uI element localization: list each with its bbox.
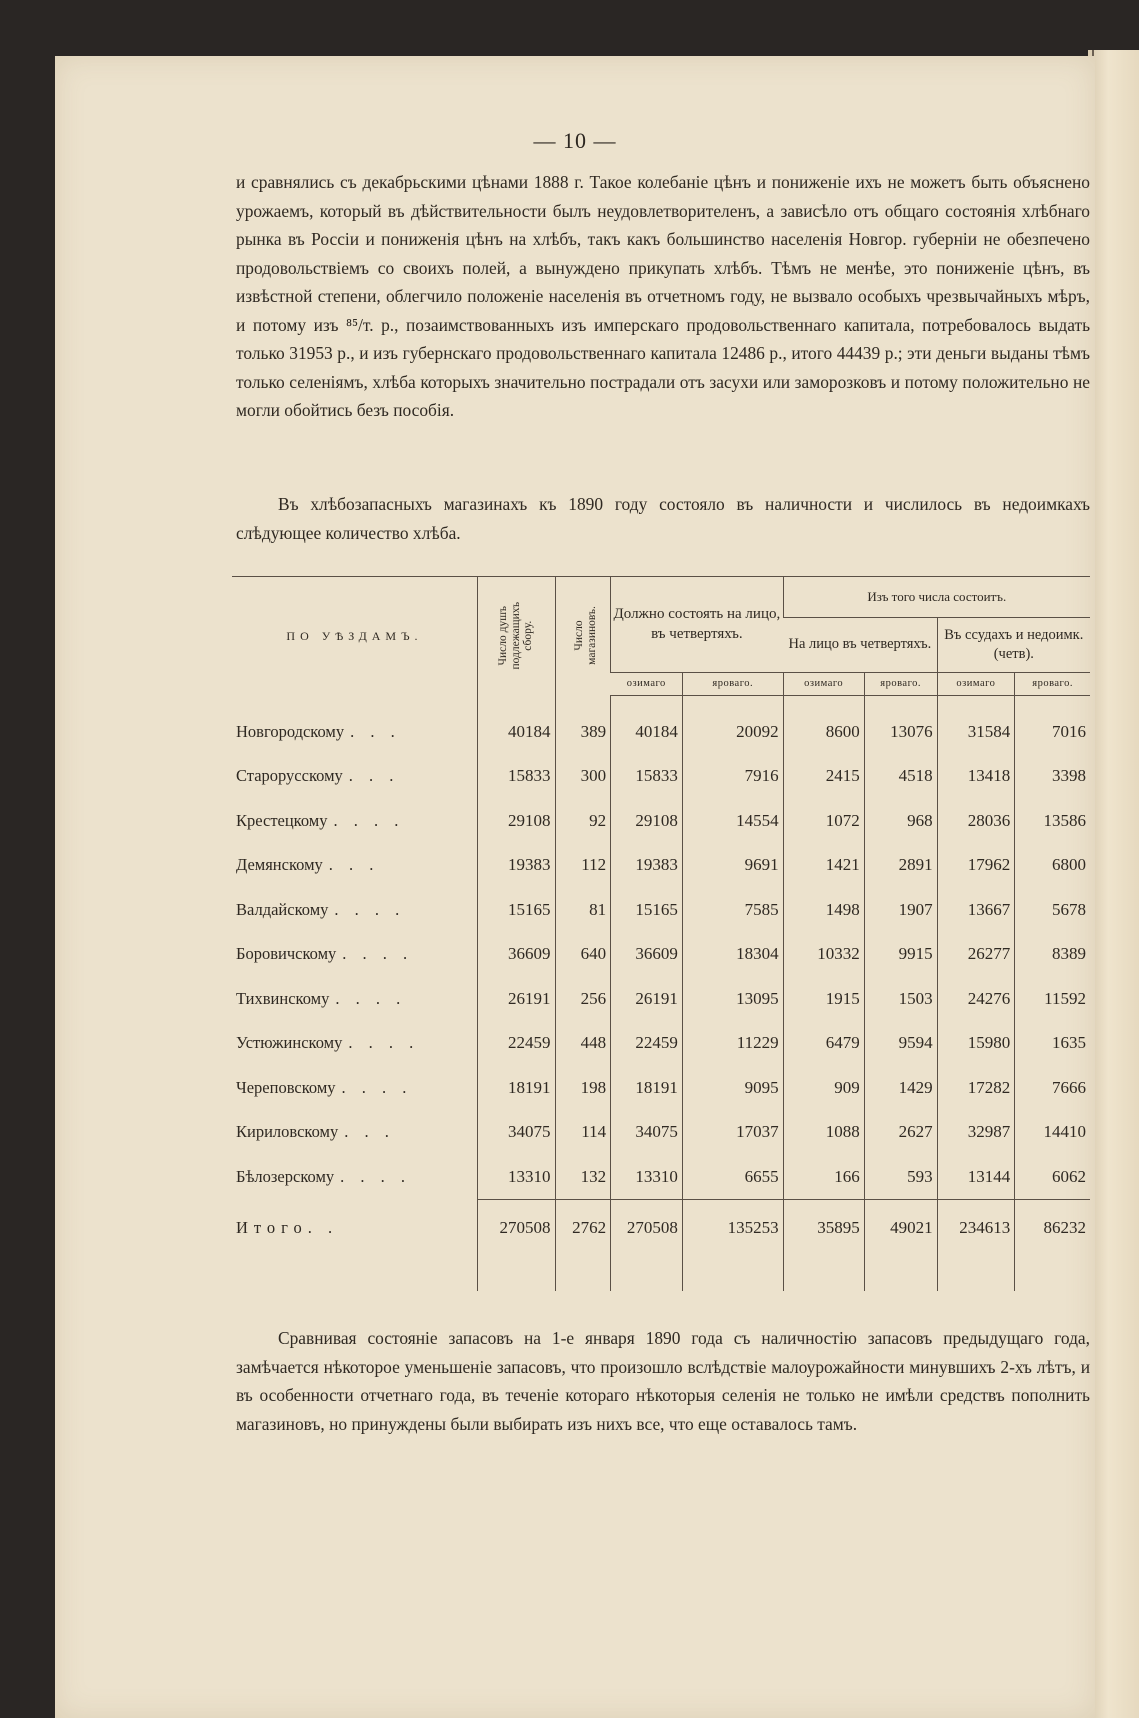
district-name: Череповскому . . . . bbox=[236, 1077, 413, 1097]
cell-stores: 300 bbox=[555, 754, 611, 799]
header-loan-winter: озимаго bbox=[937, 672, 1015, 695]
cell-hand-spring: 9915 bbox=[864, 932, 937, 977]
table-row bbox=[232, 754, 1090, 799]
district-name: Кириловскому . . . bbox=[236, 1122, 395, 1142]
cell-hand-spring: 968 bbox=[864, 799, 937, 844]
cell-due-winter: 22459 bbox=[611, 1021, 683, 1066]
cell-due-spring: 6655 bbox=[682, 1155, 783, 1200]
paragraph-comparison: Сравнивая состояніе запасовъ на 1-е января 1890 года съ наличностію запасовъ предыдущаго года, замѣчается нѣкоторое уменьшеніе запасовъ, что произошло вслѣдствіе малоурожайности минувшихъ 2-хъ лѣтъ, и въ особенности отчетнаго года, въ теченіе котораго нѣкоторыя селенія не только не имѣли средствъ пополнить магазиновъ, но принуждены были выбирать изъ нихъ все, что еще оставалось тамъ. bbox=[236, 1328, 1090, 1434]
cell-loan-spring: 7016 bbox=[1015, 710, 1090, 755]
cell-due-winter: 36609 bbox=[611, 932, 683, 977]
cell-due-winter: 19383 bbox=[611, 843, 683, 888]
cell-loan-spring: 1635 bbox=[1015, 1021, 1090, 1066]
cell-stores: 256 bbox=[555, 977, 611, 1022]
header-on-hand: На лицо въ четвертяхъ. bbox=[783, 618, 937, 673]
cell-hand-spring: 13076 bbox=[864, 710, 937, 755]
cell-stores: 389 bbox=[555, 710, 611, 755]
cell-loan-winter: 17962 bbox=[937, 843, 1015, 888]
cell-loan-winter: 13418 bbox=[937, 754, 1015, 799]
district-name: Тихвинскому . . . . bbox=[236, 988, 407, 1008]
cell-due-winter: 34075 bbox=[611, 1110, 683, 1155]
cell-hand-winter: 6479 bbox=[783, 1021, 864, 1066]
table-row bbox=[232, 799, 1090, 844]
cell-souls: 13310 bbox=[477, 1155, 555, 1200]
header-loans: Въ ссудахъ и недоимк. (четв). bbox=[937, 618, 1090, 673]
total-hand-spring: 49021 bbox=[864, 1206, 937, 1251]
cell-loan-winter: 13667 bbox=[937, 888, 1015, 933]
cell-souls: 40184 bbox=[477, 710, 555, 755]
cell-due-winter: 15833 bbox=[611, 754, 683, 799]
cell-souls: 19383 bbox=[477, 843, 555, 888]
cell-due-winter: 18191 bbox=[611, 1066, 683, 1111]
cell-hand-winter: 8600 bbox=[783, 710, 864, 755]
cell-souls: 36609 bbox=[477, 932, 555, 977]
cell-stores: 92 bbox=[555, 799, 611, 844]
table-row bbox=[232, 1021, 1090, 1066]
table-row bbox=[232, 1066, 1090, 1111]
cell-hand-spring: 9594 bbox=[864, 1021, 937, 1066]
table-row bbox=[232, 843, 1090, 888]
table-row bbox=[232, 1110, 1090, 1155]
total-label: Итого. . bbox=[236, 1218, 339, 1238]
cell-due-spring: 11229 bbox=[682, 1021, 783, 1066]
cell-hand-winter: 909 bbox=[783, 1066, 864, 1111]
cell-hand-spring: 2891 bbox=[864, 843, 937, 888]
header-stores: Число магазиновъ. bbox=[555, 577, 611, 696]
cell-loan-spring: 13586 bbox=[1015, 799, 1090, 844]
cell-due-winter: 13310 bbox=[611, 1155, 683, 1200]
cell-hand-spring: 1503 bbox=[864, 977, 937, 1022]
paragraph-table-intro: Въ хлѣбозапасныхъ магазинахъ къ 1890 году состояло въ наличности и числилось въ недоимкахъ слѣдующее количество хлѣба. bbox=[236, 494, 1090, 543]
next-page-edge bbox=[1088, 50, 1139, 1718]
cell-due-spring: 18304 bbox=[682, 932, 783, 977]
cell-hand-winter: 2415 bbox=[783, 754, 864, 799]
cell-loan-spring: 8389 bbox=[1015, 932, 1090, 977]
cell-hand-spring: 1429 bbox=[864, 1066, 937, 1111]
cell-loan-winter: 17282 bbox=[937, 1066, 1015, 1111]
cell-souls: 29108 bbox=[477, 799, 555, 844]
cell-loan-winter: 15980 bbox=[937, 1021, 1015, 1066]
cell-due-winter: 26191 bbox=[611, 977, 683, 1022]
cell-due-winter: 40184 bbox=[611, 710, 683, 755]
cell-souls: 34075 bbox=[477, 1110, 555, 1155]
district-name: Бѣлозерскому . . . . bbox=[236, 1167, 412, 1186]
cell-due-spring: 9691 bbox=[682, 843, 783, 888]
cell-hand-winter: 1088 bbox=[783, 1110, 864, 1155]
cell-loan-spring: 14410 bbox=[1015, 1110, 1090, 1155]
cell-loan-spring: 6800 bbox=[1015, 843, 1090, 888]
cell-hand-winter: 166 bbox=[783, 1155, 864, 1200]
district-name: Боровичскому . . . . bbox=[236, 944, 414, 964]
cell-hand-winter: 1915 bbox=[783, 977, 864, 1022]
cell-loan-winter: 26277 bbox=[937, 932, 1015, 977]
cell-due-spring: 9095 bbox=[682, 1066, 783, 1111]
cell-stores: 132 bbox=[555, 1155, 611, 1200]
cell-due-spring: 13095 bbox=[682, 977, 783, 1022]
cell-hand-spring: 1907 bbox=[864, 888, 937, 933]
cell-stores: 198 bbox=[555, 1066, 611, 1111]
total-stores: 2762 bbox=[555, 1206, 611, 1251]
cell-souls: 22459 bbox=[477, 1021, 555, 1066]
cell-due-winter: 15165 bbox=[611, 888, 683, 933]
cell-loan-winter: 28036 bbox=[937, 799, 1015, 844]
total-due-spring: 135253 bbox=[682, 1206, 783, 1251]
district-name: Старорусскому . . . bbox=[236, 766, 400, 786]
header-souls: Число душъ подлежащихъ сбору. bbox=[477, 577, 555, 696]
district-name: Крестецкому . . . . bbox=[236, 810, 405, 830]
cell-due-spring: 20092 bbox=[682, 710, 783, 755]
cell-hand-winter: 1421 bbox=[783, 843, 864, 888]
cell-due-spring: 17037 bbox=[682, 1110, 783, 1155]
cell-loan-winter: 24276 bbox=[937, 977, 1015, 1022]
cell-due-spring: 7916 bbox=[682, 754, 783, 799]
header-loan-spring: яроваго. bbox=[1015, 672, 1090, 695]
cell-loan-spring: 3398 bbox=[1015, 754, 1090, 799]
cell-loan-winter: 32987 bbox=[937, 1110, 1015, 1155]
table-row bbox=[232, 888, 1090, 933]
header-due-winter: озимаго bbox=[611, 672, 683, 695]
table-row bbox=[232, 932, 1090, 977]
table-row bbox=[232, 977, 1090, 1022]
paragraph-prices: и сравнялись съ декабрьскими цѣнами 1888 г. Такое колебаніе цѣнъ и пониженіе ихъ не можетъ быть объяснено урожаемъ, который въ дѣйствительности былъ неудовлетворителенъ, а зависѣло отъ общаго состоянія хлѣбнаго рынка въ Россіи и пониженія цѣнъ на хлѣбъ, такъ какъ большинство населенія Новгор. губерніи не обезпечено продовольствіемъ со своихъ полей, а вынуждено прикупать хлѣбъ. Тѣмъ не менѣе, это пониженіе цѣнъ, въ извѣстной степени, облегчило положеніе населенія въ отчетномъ году, не вызвало особыхъ чрезвычайныхъ мѣръ, и потому изъ ⁸⁵/т. р., позаимствованныхъ изъ имперскаго продовольственнаго капитала, потребовалось выдать только 31953 р., и изъ губернскаго продовольственнаго капитала 12486 р., итого 44439 р.; эти деньги выданы тѣмъ только селеніямъ, хлѣба которыхъ значительно пострадали отъ засухи или заморозковъ и потому положительно не могли обойтись безъ пособія. bbox=[236, 172, 1090, 420]
cell-hand-winter: 1072 bbox=[783, 799, 864, 844]
header-of-which: Изъ того числа состоитъ. bbox=[783, 577, 1090, 618]
cell-loan-spring: 5678 bbox=[1015, 888, 1090, 933]
page-number: — 10 — bbox=[533, 128, 617, 153]
cell-due-winter: 29108 bbox=[611, 799, 683, 844]
cell-hand-winter: 10332 bbox=[783, 932, 864, 977]
cell-loan-spring: 11592 bbox=[1015, 977, 1090, 1022]
district-name: Новгородскому . . . bbox=[236, 721, 401, 741]
cell-stores: 81 bbox=[555, 888, 611, 933]
table-total-row bbox=[232, 1206, 1090, 1251]
cell-souls: 18191 bbox=[477, 1066, 555, 1111]
document-page bbox=[55, 56, 1095, 1718]
table-row bbox=[232, 710, 1090, 755]
cell-hand-winter: 1498 bbox=[783, 888, 864, 933]
district-name: Валдайскому . . . . bbox=[236, 899, 406, 919]
total-hand-winter: 35895 bbox=[783, 1206, 864, 1251]
cell-souls: 15165 bbox=[477, 888, 555, 933]
cell-stores: 448 bbox=[555, 1021, 611, 1066]
cell-hand-spring: 593 bbox=[864, 1155, 937, 1200]
cell-stores: 640 bbox=[555, 932, 611, 977]
cell-stores: 112 bbox=[555, 843, 611, 888]
cell-loan-spring: 7666 bbox=[1015, 1066, 1090, 1111]
cell-due-spring: 14554 bbox=[682, 799, 783, 844]
cell-stores: 114 bbox=[555, 1110, 611, 1155]
header-due-spring: яроваго. bbox=[682, 672, 783, 695]
header-district: ПО УѢЗДАМЪ. bbox=[232, 577, 477, 696]
header-hand-spring: яроваго. bbox=[864, 672, 937, 695]
district-name: Демянскому . . . bbox=[236, 855, 380, 875]
district-name: Устюжинскому . . . . bbox=[236, 1033, 420, 1053]
total-loan-winter: 234613 bbox=[937, 1206, 1015, 1251]
cell-souls: 26191 bbox=[477, 977, 555, 1022]
total-loan-spring: 86232 bbox=[1015, 1206, 1090, 1251]
cell-loan-winter: 31584 bbox=[937, 710, 1015, 755]
grain-stores-table bbox=[232, 576, 1090, 1291]
total-souls: 270508 bbox=[477, 1206, 555, 1251]
cell-loan-winter: 13144 bbox=[937, 1155, 1015, 1200]
cell-due-spring: 7585 bbox=[682, 888, 783, 933]
cell-souls: 15833 bbox=[477, 754, 555, 799]
header-hand-winter: озимаго bbox=[783, 672, 864, 695]
table-row bbox=[232, 1155, 1090, 1200]
cell-hand-spring: 4518 bbox=[864, 754, 937, 799]
total-due-winter: 270508 bbox=[611, 1206, 683, 1251]
cell-hand-spring: 2627 bbox=[864, 1110, 937, 1155]
header-due: Должно состоять на лицо, въ четвертяхъ. bbox=[611, 577, 784, 673]
cell-loan-spring: 6062 bbox=[1015, 1155, 1090, 1200]
